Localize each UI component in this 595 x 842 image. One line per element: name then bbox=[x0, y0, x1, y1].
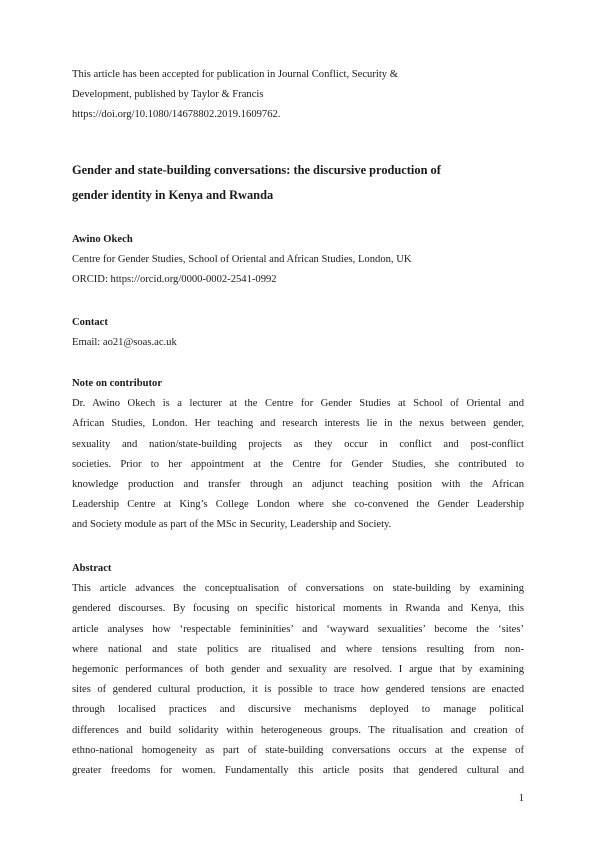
abstract-line: article analyses how ‘respectable femininities’ and ‘wayward sexualities’ become the ‘sites’ bbox=[72, 623, 524, 635]
acceptance-line: Development, published by Taylor & Francis bbox=[72, 89, 264, 101]
abstract bbox=[72, 559, 524, 781]
abstract-line: differences and build solidarity within heterogeneous groups. The ritualisation and creation of bbox=[72, 724, 524, 736]
paper-title bbox=[72, 158, 524, 208]
title-line: gender identity in Kenya and Rwanda bbox=[72, 188, 274, 202]
acceptance-line: This article has been accepted for publication in Journal Conflict, Security & bbox=[72, 69, 398, 80]
acceptance-note bbox=[72, 65, 524, 126]
contributor-line: Dr. Awino Okech is a lecturer at the Centre for Gender Studies at School of Oriental and bbox=[72, 398, 524, 410]
author-affiliation: Centre for Gender Studies, School of Oriental and African Studies, London, UK bbox=[72, 254, 412, 266]
contact-heading: Contact bbox=[72, 317, 108, 328]
abstract-heading: Abstract bbox=[72, 563, 112, 574]
title-line: Gender and state-building conversations: the discursive production of bbox=[72, 163, 441, 177]
contributor-note bbox=[72, 374, 524, 536]
abstract-line: greater freedoms for women. Fundamentally this article posits that gendered cultural and bbox=[72, 765, 524, 777]
abstract-line: gendered discourses. By focusing on specific historical moments in Rwanda and Kenya, this bbox=[72, 603, 524, 615]
abstract-line: This article advances the conceptualisation of conversations on state-building by examining bbox=[72, 583, 524, 595]
abstract-line: hegemonic performances of both gender and sexuality are resolved. I argue that by examining bbox=[72, 664, 524, 676]
author-name: Awino Okech bbox=[72, 234, 133, 245]
contact-block bbox=[72, 313, 524, 353]
contributor-line: societies. Prior to her appointment at the Centre for Gender Studies, she contributed to bbox=[72, 458, 524, 470]
abstract-line: ethno-national homogeneity as part of state-building conversations occurs at the expense of bbox=[72, 744, 524, 756]
abstract-line: where national and state politics are ritualised and where tensions resulting from non- bbox=[72, 643, 524, 655]
doi-link[interactable]: https://doi.org/10.1080/14678802.2019.1609762. bbox=[72, 109, 281, 121]
abstract-line: through localised practices and discursive mechanisms deployed to manage political bbox=[72, 704, 524, 716]
abstract-line: sites of gendered cultural production, it is possible to trace how gendered tensions are enacted bbox=[72, 684, 524, 696]
author-orcid[interactable]: ORCID: https://orcid.org/0000-0002-2541-0992 bbox=[72, 274, 277, 286]
contributor-heading: Note on contributor bbox=[72, 378, 163, 389]
author-block bbox=[72, 230, 524, 291]
contributor-line: African Studies, London. Her teaching and research interests lie in the nexus between gender, bbox=[72, 418, 524, 430]
contributor-line: knowledge production and transfer through an adjunct teaching position with the African bbox=[72, 479, 524, 491]
contributor-line: and Society module as part of the MSc in Security, Leadership and Society. bbox=[72, 519, 392, 531]
page-number: 1 bbox=[518, 793, 524, 804]
contributor-line: sexuality and nation/state-building projects as they occur in conflict and post-conflict bbox=[72, 438, 524, 450]
contributor-line: Leadership Centre at King’s College London where she co-convened the Gender Leadership bbox=[72, 499, 524, 511]
contact-email[interactable]: Email: ao21@soas.ac.uk bbox=[72, 337, 177, 349]
